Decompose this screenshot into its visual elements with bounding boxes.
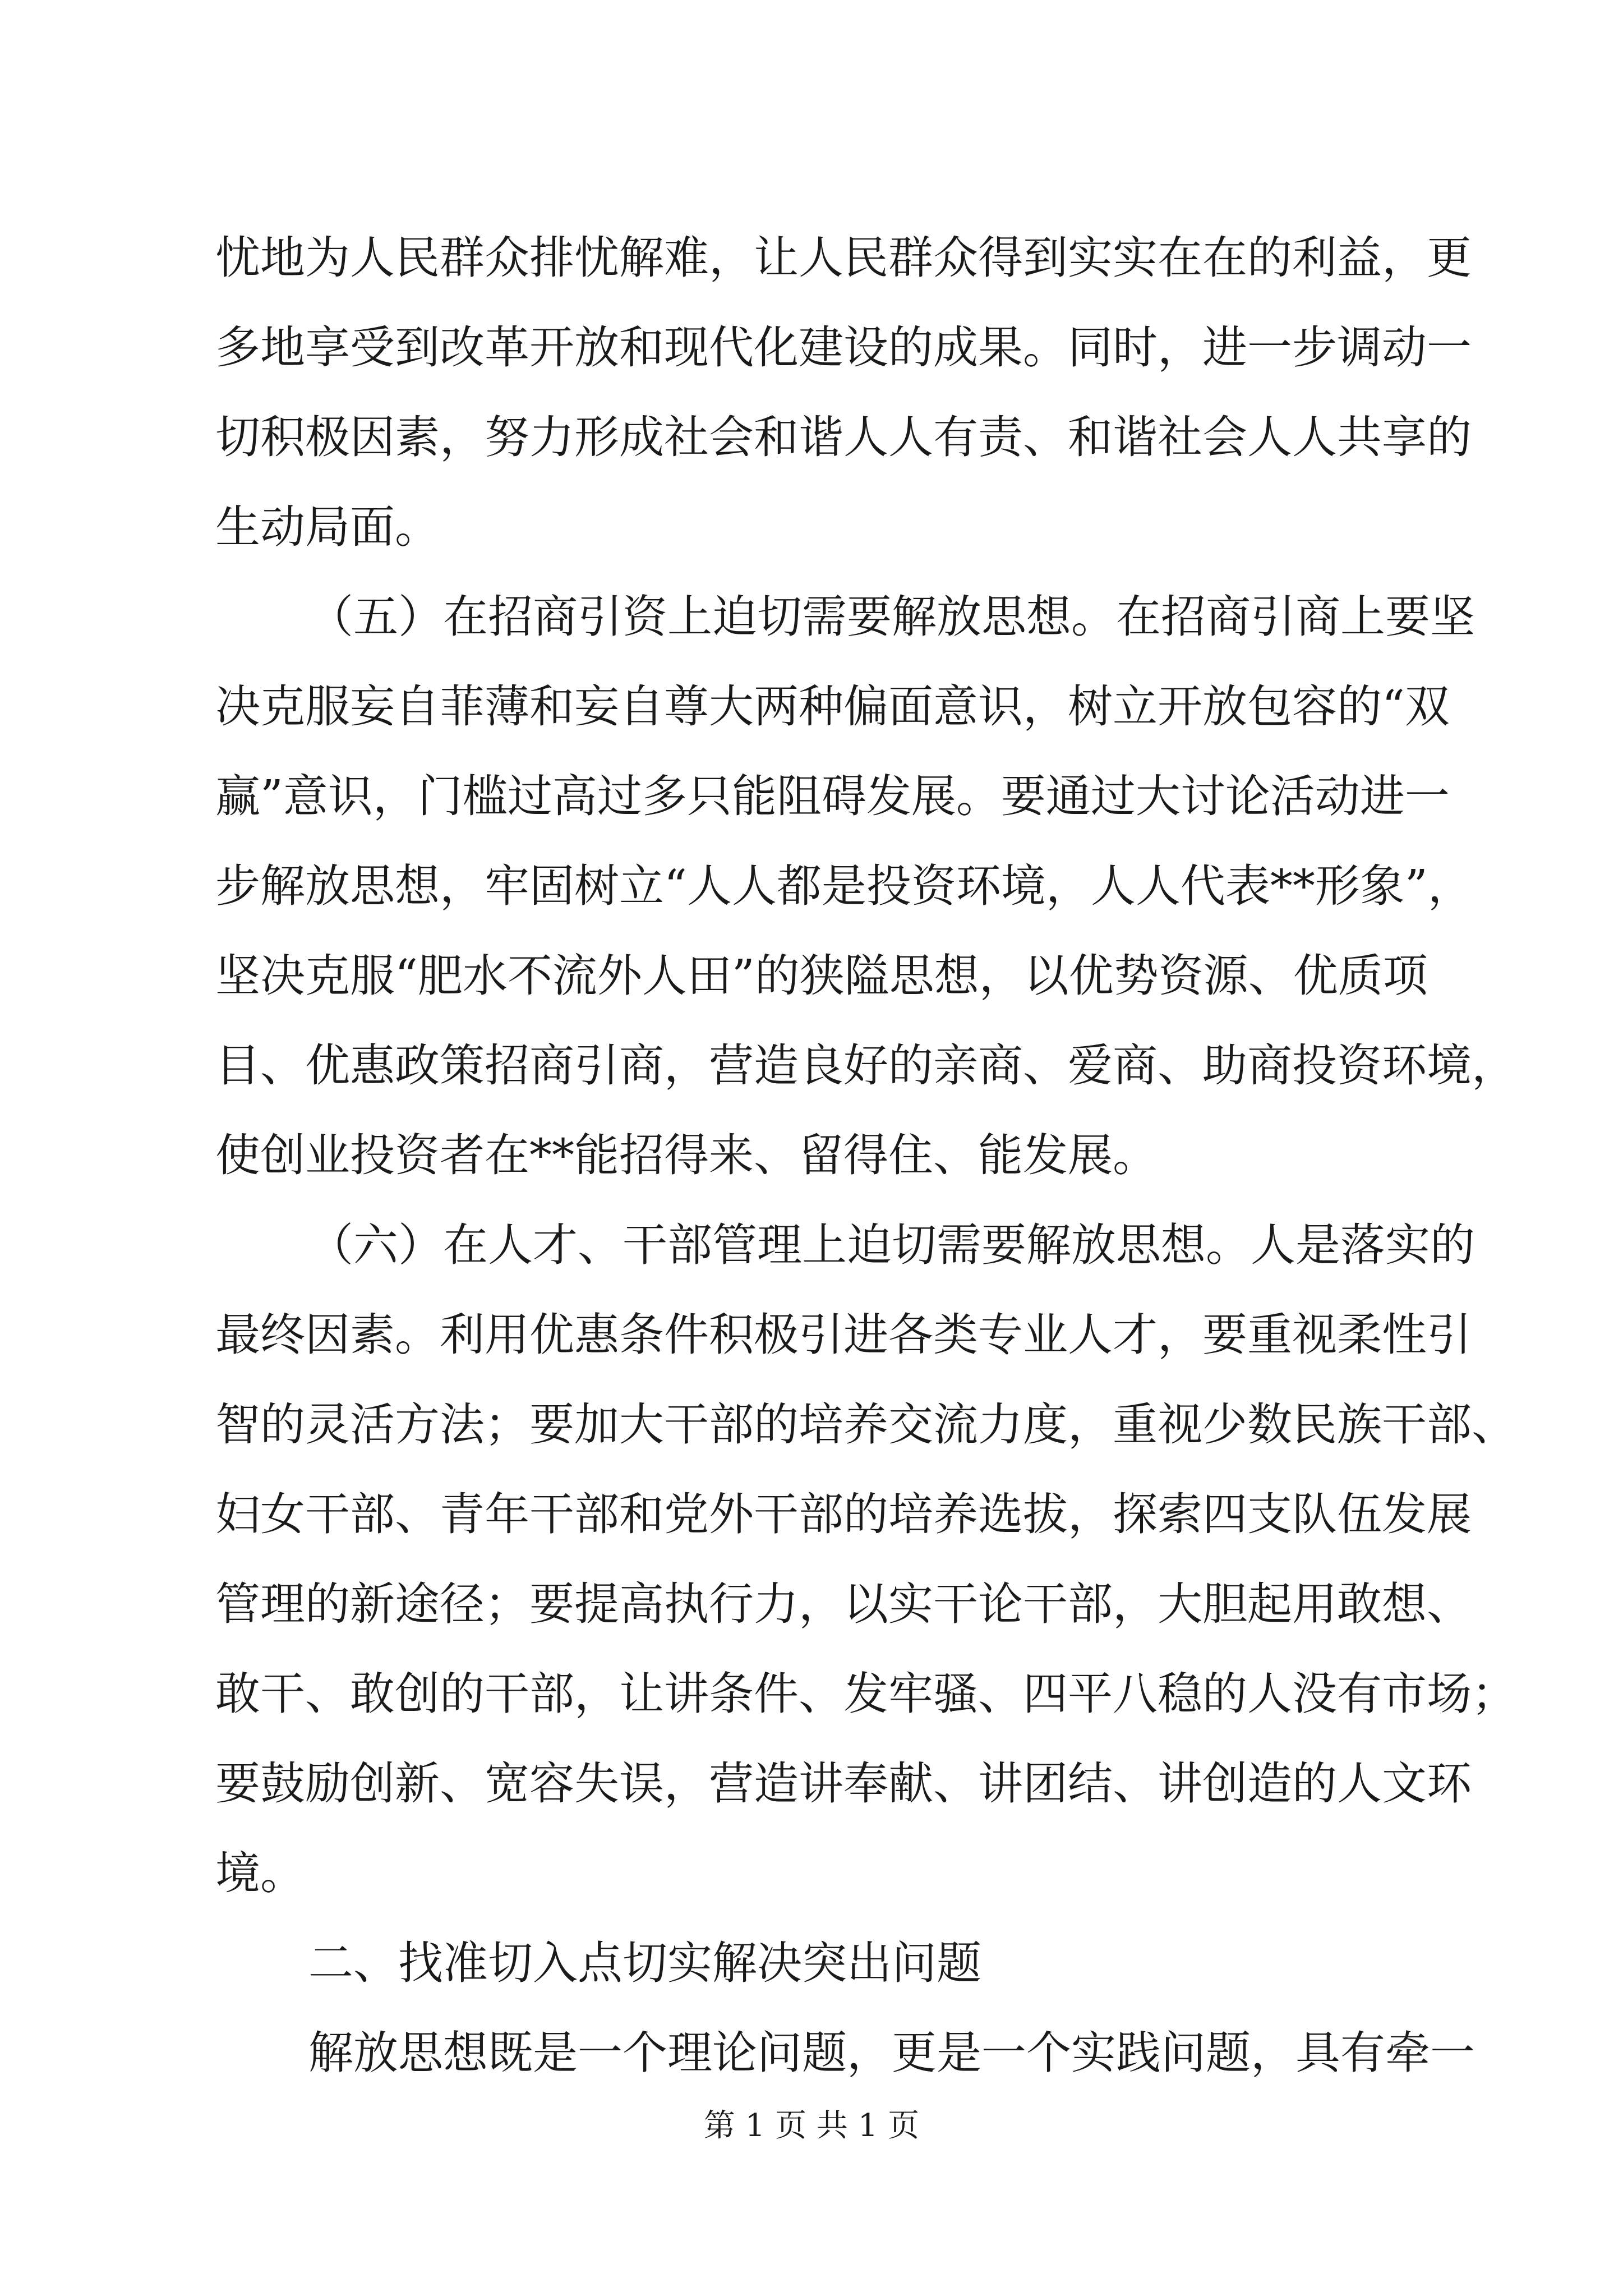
text-line: 智的灵活方法；要加大干部的培养交流力度，重视少数民族干部、 — [215, 1398, 1516, 1451]
text-line: 妇女干部、青年干部和党外干部的培养选拔，探索四支队伍发展 — [215, 1488, 1472, 1540]
section-six-heading-line: （六）在人才、干部管理上迫切需要解放思想。人是落实的 — [308, 1219, 1475, 1271]
text-line: 忧地为人民群众排忧解难，让人民群众得到实实在在的利益，更 — [215, 232, 1472, 284]
text-line: 解放思想既是一个理论问题，更是一个实践问题，具有牵一 — [308, 2027, 1475, 2079]
text-line: 生动局面。 — [215, 501, 440, 553]
page-number-footer: 第 1 页 共 1 页 — [703, 2108, 920, 2144]
text-line: 目、优惠政策招商引商，营造良好的亲商、爱商、助商投资环境， — [215, 1039, 1516, 1092]
text-line: 管理的新途径；要提高执行力，以实干论干部，大胆起用敢想、 — [215, 1578, 1472, 1630]
text-line: 境。 — [215, 1847, 305, 1899]
text-line: 切积极因素，努力形成社会和谐人人有责、和谐社会人人共享的 — [215, 411, 1472, 463]
text-line: 多地享受到改革开放和现代化建设的成果。同时，进一步调动一 — [215, 321, 1472, 374]
text-line: 最终因素。利用优惠条件积极引进各类专业人才，要重视柔性引 — [215, 1309, 1472, 1361]
text-line: 决克服妄自菲薄和妄自尊大两种偏面意识，树立开放包容的“双 — [215, 680, 1450, 733]
section-five-heading-line: （五）在招商引资上迫切需要解放思想。在招商引商上要坚 — [308, 591, 1475, 643]
text-line: 敢干、敢创的干部，让讲条件、发牢骚、四平八稳的人没有市场； — [215, 1668, 1516, 1720]
text-line: 使创业投资者在**能招得来、留得住、能发展。 — [215, 1129, 1158, 1181]
text-line: 坚决克服“肥水不流外人田”的狭隘思想，以优势资源、优质项 — [215, 950, 1428, 1002]
text-line: 步解放思想，牢固树立“人人都是投资环境，人人代表**形象”， — [215, 860, 1473, 912]
section-two-heading-line: 二、找准切入点切实解决突出问题 — [308, 1937, 981, 1989]
text-line: 赢”意识，门槛过高过多只能阻碍发展。要通过大讨论活动进一 — [215, 770, 1450, 822]
text-line: 要鼓励创新、宽容失误，营造讲奉献、讲团结、讲创造的人文环 — [215, 1757, 1472, 1810]
